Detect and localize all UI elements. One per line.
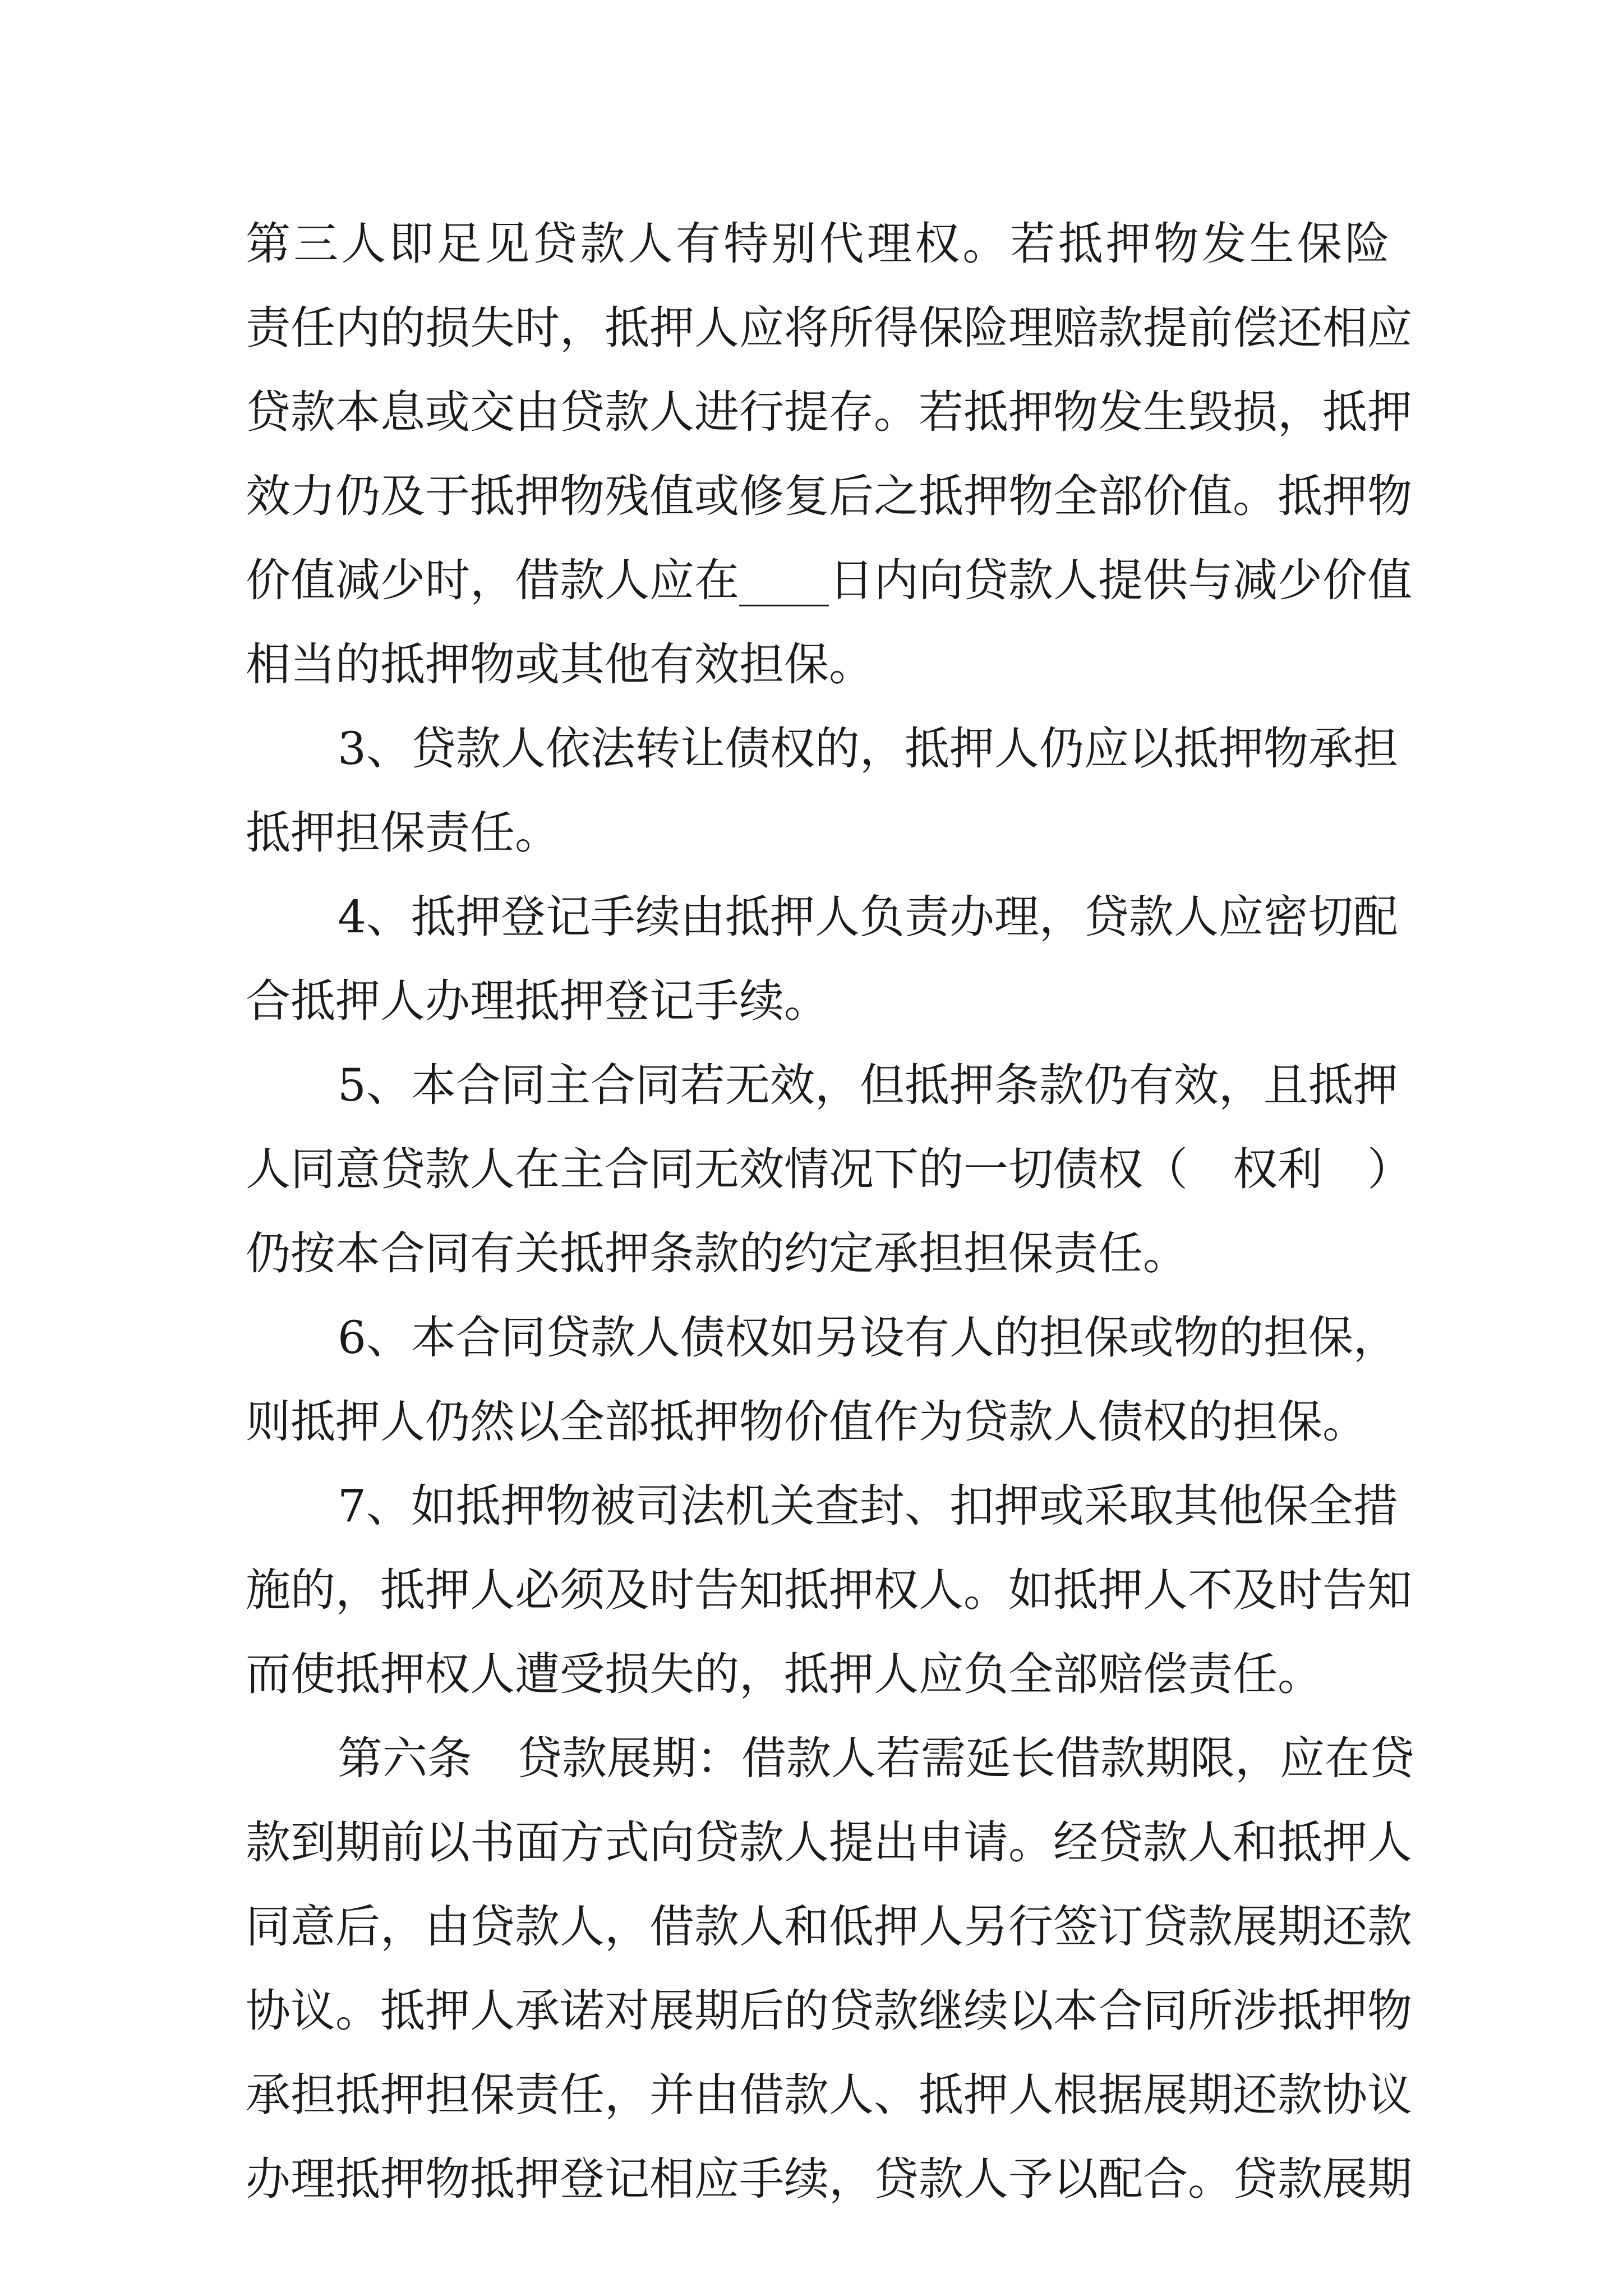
- text-line: 相当的抵押物或其他有效担保。: [246, 638, 874, 691]
- text-line: 责任内的损失时，抵押人应将所得保险理赔款提前偿还相应: [246, 302, 1412, 354]
- text-line: 贷款本息或交由贷款人进行提存。若抵押物发生毁损，抵押: [246, 386, 1412, 438]
- text-line: 抵押担保责任。: [246, 807, 560, 859]
- article-6-line: 第六条 贷款展期：借款人若需延长借款期限，应在贷: [338, 1732, 1414, 1784]
- clause-3-line: 3、贷款人依法转让债权的，抵押人仍应以抵押物承担: [338, 723, 1398, 775]
- clause-5-line: 5、本合同主合同若无效，但抵押条款仍有效，且抵押: [338, 1059, 1398, 1111]
- text-line: 施的，抵押人必须及时告知抵押权人。如抵押人不及时告知: [246, 1564, 1412, 1616]
- clause-7-line: 7、如抵押物被司法机关查封、扣押或采取其他保全措: [338, 1480, 1398, 1532]
- text-line: 同意后，由贷款人，借款人和低押人另行签订贷款展期还款: [246, 1901, 1412, 1953]
- text-line: 仍按本合同有关抵押条款的约定承担担保责任。: [246, 1227, 1188, 1280]
- text-line: 办理抵押物抵押登记相应手续，贷款人予以配合。贷款展期: [246, 2153, 1412, 2205]
- text-line: 而使抵押权人遭受损失的，抵押人应负全部赔偿责任。: [246, 1648, 1322, 1700]
- text-line: 承担抵押担保责任，并由借款人、抵押人根据展期还款协议: [246, 2069, 1412, 2121]
- clause-6-line: 6、本合同贷款人债权如另设有人的担保或物的担保，: [338, 1312, 1398, 1364]
- clause-4-line: 4、抵押登记手续由抵押人负责办理，贷款人应密切配: [338, 891, 1398, 943]
- text-line: 第三人即足见贷款人有特别代理权。若抵押物发生保险: [246, 218, 1390, 270]
- text-line: 人同意贷款人在主合同无效情况下的一切债权（ 权利 ）: [246, 1143, 1412, 1195]
- text-line: 合抵押人办理抵押登记手续。: [246, 975, 829, 1027]
- text-line: 则抵押人仍然以全部抵押物价值作为贷款人债权的担保。: [246, 1396, 1367, 1448]
- text-line: 效力仍及于抵押物残值或修复后之抵押物全部价值。抵押物: [246, 470, 1412, 522]
- text-line: 协议。抵押人承诺对展期后的贷款继续以本合同所涉抵押物: [246, 1985, 1412, 2037]
- text-line: 款到期前以书面方式向贷款人提出申请。经贷款人和抵押人: [246, 1816, 1412, 1869]
- text-line: 价值减少时，借款人应在____日内向贷款人提供与减少价值: [246, 554, 1412, 606]
